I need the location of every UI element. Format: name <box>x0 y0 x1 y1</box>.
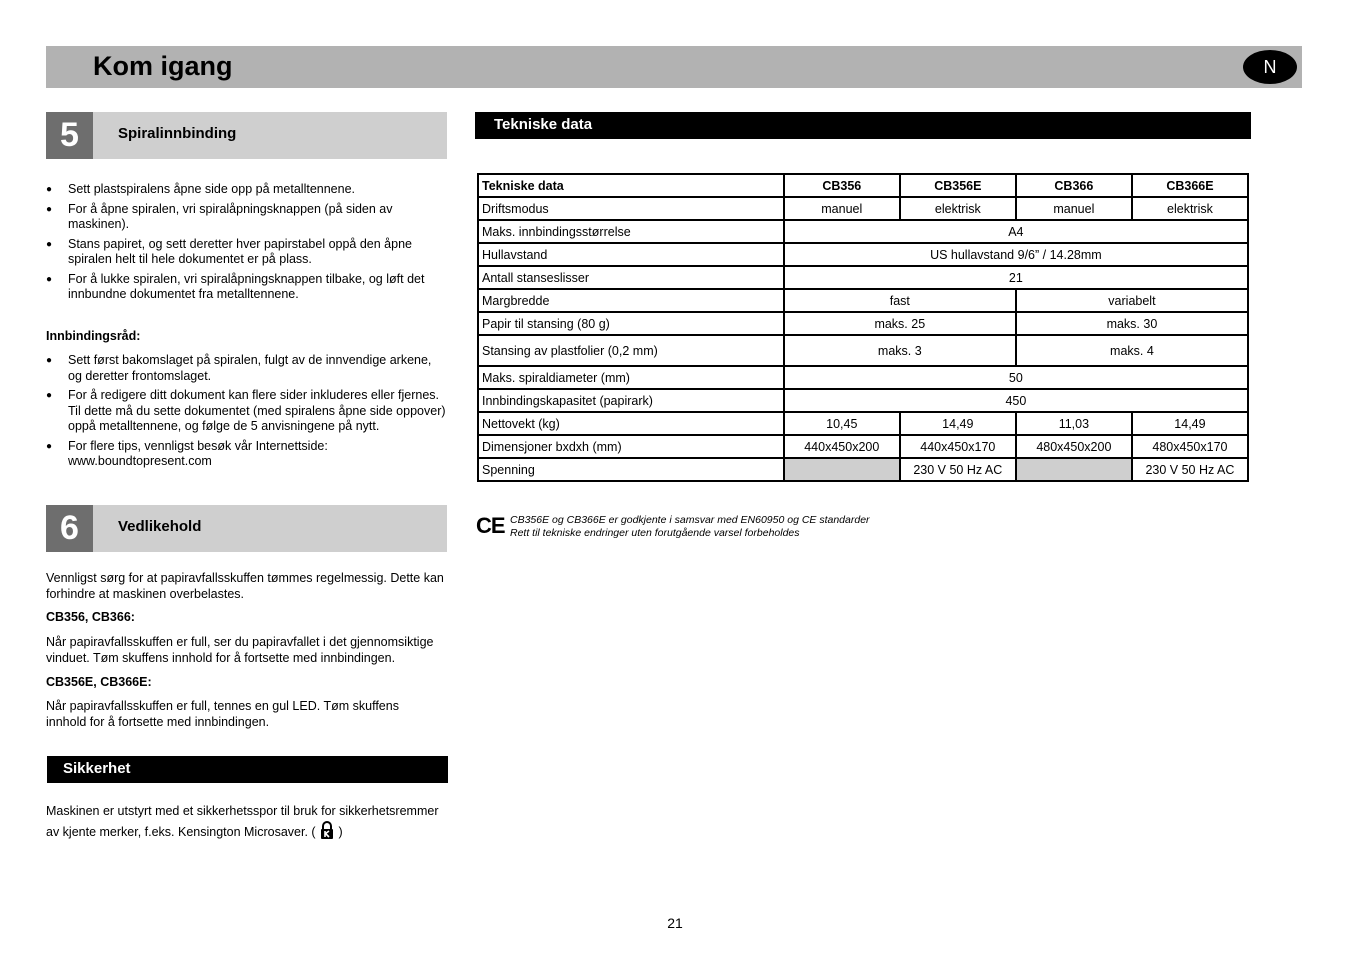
table-row <box>478 266 1248 289</box>
table-row <box>478 435 1248 458</box>
row-label: Maks. innbindingsstørrelse <box>478 220 784 243</box>
safety-header: Sikkerhet <box>47 756 448 783</box>
table-row <box>478 289 1248 312</box>
row-label: Antall stanseslisser <box>478 266 784 289</box>
table-cell: 230 V 50 Hz AC <box>900 458 1016 481</box>
table-cell: US hullavstand 9/6” / 14.28mm <box>784 243 1248 266</box>
ce-mark-icon: CE <box>476 513 505 538</box>
binding-steps-list <box>46 182 448 307</box>
row-label: Dimensjoner bxdxh (mm) <box>478 435 784 458</box>
table-cell-empty <box>784 458 900 481</box>
table-cell: variabelt <box>1016 289 1248 312</box>
table-cell: 14,49 <box>1132 412 1248 435</box>
table-row <box>478 335 1248 366</box>
table-cell: 21 <box>784 266 1248 289</box>
language-badge: N <box>1243 50 1297 84</box>
safety-text-body: Maskinen er utstyrt med et sikkerhetsspor til bruk for sikkerhetsremmer av kjente merker, f.eks. Kensington Microsaver. ( <box>46 804 439 839</box>
advice-heading: Innbindingsråd: <box>46 329 141 343</box>
safety-text-end: ) <box>338 824 343 839</box>
ce-note <box>510 514 870 540</box>
model-heading: CB356E, CB366E: <box>46 675 152 689</box>
table-cell: 440x450x200 <box>784 435 900 458</box>
row-label: Driftsmodus <box>478 197 784 220</box>
page-header <box>46 46 1302 88</box>
list-item: ● For å lukke spiralen, vri spiralåpningsknappen tilbake, og løft det innbundne dokumentet fra metalltennene. <box>46 272 448 303</box>
table-cell: manuel <box>1016 197 1132 220</box>
table-header-cell: CB356E <box>900 174 1016 197</box>
table-cell: maks. 4 <box>1016 335 1248 366</box>
table-header-cell: CB356 <box>784 174 900 197</box>
section-5-header <box>46 112 447 159</box>
table-cell: 50 <box>784 366 1248 389</box>
table-cell: maks. 3 <box>784 335 1016 366</box>
row-label: Papir til stansing (80 g) <box>478 312 784 335</box>
section-title: Spiralinnbinding <box>118 125 237 142</box>
table-cell: 11,03 <box>1016 412 1132 435</box>
row-label: Stansing av plastfolier (0,2 mm) <box>478 335 784 366</box>
ce-note-line: CB356E og CB366E er godkjente i samsvar med EN60950 og CE standarder <box>510 514 870 526</box>
section-6-header <box>46 505 447 552</box>
list-item: ● Sett plastspiralens åpne side opp på metalltennene. <box>46 182 448 198</box>
maintenance-text: Når papiravfallsskuffen er full, tennes en gul LED. Tøm skuffens innhold for å fortsette med innbindingen. <box>46 699 399 729</box>
row-label: Innbindingskapasitet (papirark) <box>478 389 784 412</box>
table-cell: fast <box>784 289 1016 312</box>
section-number: 5 <box>46 112 93 159</box>
table-row <box>478 220 1248 243</box>
table-cell: 480x450x170 <box>1132 435 1248 458</box>
tech-data-header: Tekniske data <box>475 112 1251 139</box>
list-item: ● For å åpne spiralen, vri spiralåpningsknappen (på siden av maskinen). <box>46 202 448 233</box>
table-cell: manuel <box>784 197 900 220</box>
model-heading: CB356, CB366: <box>46 610 135 624</box>
table-cell: maks. 30 <box>1016 312 1248 335</box>
table-cell: elektrisk <box>1132 197 1248 220</box>
advice-list <box>46 353 448 474</box>
table-row <box>478 412 1248 435</box>
table-row <box>478 366 1248 389</box>
list-item: ● Sett først bakomslaget på spiralen, fulgt av de innvendige arkene, og deretter frontomslaget. <box>46 353 448 384</box>
page-title: Kom igang <box>93 51 233 81</box>
list-item: ● For flere tips, vennligst besøk vår Internettside: www.boundtopresent.com <box>46 439 448 470</box>
page-number: 21 <box>667 915 683 931</box>
table-header-cell: Tekniske data <box>478 174 784 197</box>
row-label: Margbredde <box>478 289 784 312</box>
table-cell: 14,49 <box>900 412 1016 435</box>
table-row <box>478 312 1248 335</box>
table-row <box>478 243 1248 266</box>
section-number: 6 <box>46 505 93 552</box>
table-cell: 440x450x170 <box>900 435 1016 458</box>
ce-note-line: Rett til tekniske endringer uten forutgående varsel forbeholdes <box>510 527 800 539</box>
maintenance-text: Når papiravfallsskuffen er full, ser du papiravfallet i det gjennomsiktige vinduet. Tøm skuffens innhold for å fortsette med innbindingen. <box>46 635 434 665</box>
table-cell: 450 <box>784 389 1248 412</box>
tech-data-table <box>477 173 1249 482</box>
table-row <box>478 197 1248 220</box>
maintenance-intro: Vennligst sørg for at papiravfallsskuffen tømmes regelmessig. Dette kan forhindre at maskinen overbelastes. <box>46 571 444 601</box>
row-label: Spenning <box>478 458 784 481</box>
list-item: ● Stans papiret, og sett deretter hver papirstabel oppå den åpne spiralen helt til hele dokumentet er på plass. <box>46 237 448 268</box>
table-cell: A4 <box>784 220 1248 243</box>
table-cell: 10,45 <box>784 412 900 435</box>
table-header-cell: CB366 <box>1016 174 1132 197</box>
list-item: ● For å redigere ditt dokument kan flere sider inkluderes eller fjernes. Til dette må du sette dokumentet (med spiralens åpne side oppover) oppå metalltennene, og følge de 5 anvisningene på nytt. <box>46 388 448 435</box>
kensington-lock-icon <box>319 820 335 845</box>
row-label: Hullavstand <box>478 243 784 266</box>
safety-text <box>46 803 448 845</box>
table-row <box>478 458 1248 481</box>
table-header-cell: CB366E <box>1132 174 1248 197</box>
table-cell: elektrisk <box>900 197 1016 220</box>
row-label: Nettovekt (kg) <box>478 412 784 435</box>
table-cell: 480x450x200 <box>1016 435 1132 458</box>
table-row <box>478 389 1248 412</box>
section-title: Vedlikehold <box>118 518 202 535</box>
table-cell: 230 V 50 Hz AC <box>1132 458 1248 481</box>
table-header-row <box>478 174 1248 197</box>
row-label: Maks. spiraldiameter (mm) <box>478 366 784 389</box>
table-cell-empty <box>1016 458 1132 481</box>
table-cell: maks. 25 <box>784 312 1016 335</box>
